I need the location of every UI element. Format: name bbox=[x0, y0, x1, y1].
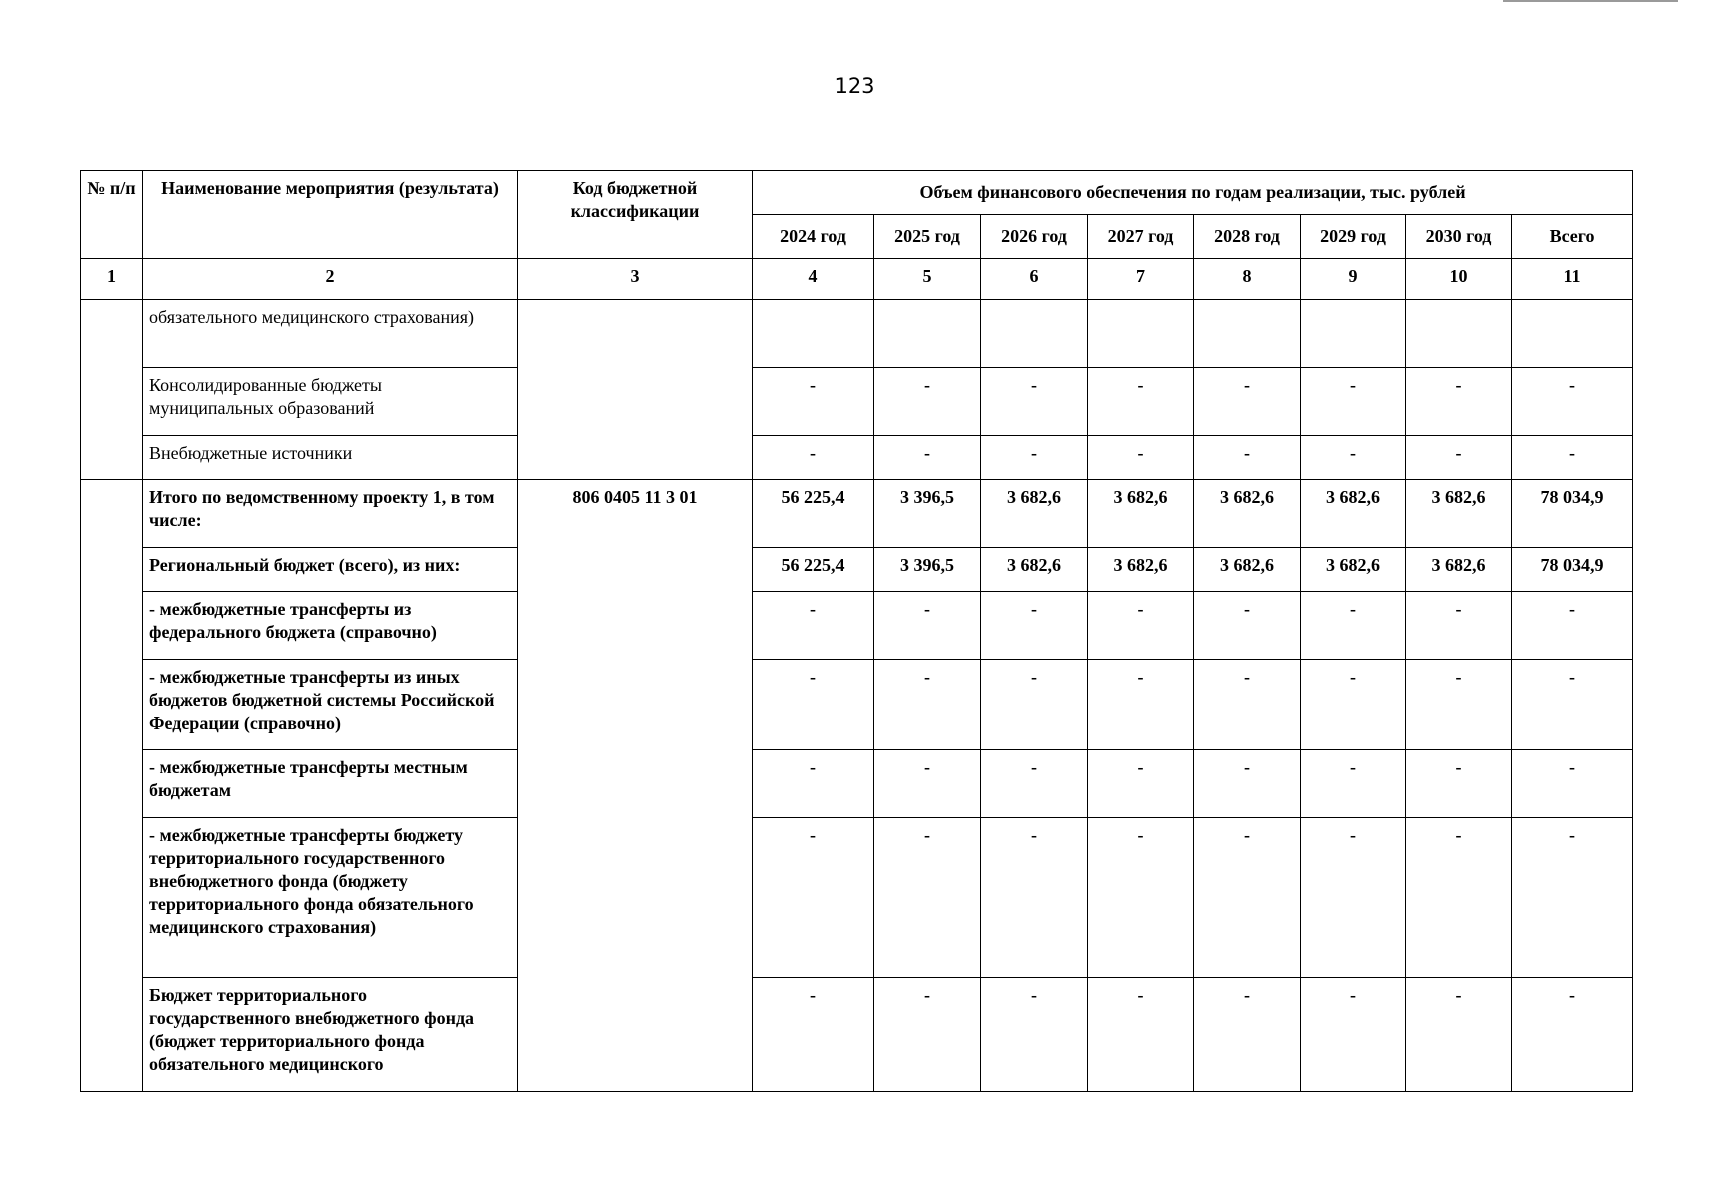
column-number: 6 bbox=[981, 259, 1088, 300]
header-code: Код бюджетной классификации bbox=[518, 171, 753, 259]
table-row bbox=[81, 592, 1633, 660]
value-cell bbox=[981, 300, 1088, 368]
value-cell: - bbox=[1301, 436, 1406, 480]
value-cell: - bbox=[981, 818, 1088, 978]
value-cell bbox=[1301, 300, 1406, 368]
value-cell: - bbox=[1301, 592, 1406, 660]
value-cell: - bbox=[1406, 978, 1512, 1092]
value-cell bbox=[1194, 300, 1301, 368]
value-cell: - bbox=[1406, 750, 1512, 818]
header-year: 2028 год bbox=[1194, 215, 1301, 259]
column-number: 10 bbox=[1406, 259, 1512, 300]
value-cell: - bbox=[1512, 368, 1633, 436]
row-name: Внебюджетные источники bbox=[143, 436, 518, 480]
value-cell: - bbox=[1088, 436, 1194, 480]
header-funding-group: Объем финансового обеспечения по годам реализации, тыс. рублей bbox=[753, 171, 1633, 215]
value-cell: - bbox=[1406, 818, 1512, 978]
value-cell: - bbox=[1512, 436, 1633, 480]
value-cell: 78 034,9 bbox=[1512, 480, 1633, 548]
value-cell bbox=[753, 300, 874, 368]
header-year: 2024 год bbox=[753, 215, 874, 259]
value-cell: - bbox=[874, 818, 981, 978]
value-cell: - bbox=[1301, 978, 1406, 1092]
row-name: - межбюджетные трансферты местным бюджетам bbox=[143, 750, 518, 818]
value-cell: - bbox=[753, 660, 874, 750]
table-row bbox=[81, 548, 1633, 592]
table-row bbox=[81, 750, 1633, 818]
value-cell: - bbox=[1406, 368, 1512, 436]
value-cell: - bbox=[753, 750, 874, 818]
header-year: 2025 год bbox=[874, 215, 981, 259]
row-name: обязательного медицинского страхования) bbox=[143, 300, 518, 368]
budget-code-cell bbox=[518, 300, 753, 480]
table-row bbox=[81, 818, 1633, 978]
value-cell: 3 682,6 bbox=[1194, 480, 1301, 548]
header-name: Наименование мероприятия (результата) bbox=[143, 171, 518, 259]
page-number: 123 bbox=[834, 74, 875, 98]
column-number: 2 bbox=[143, 259, 518, 300]
value-cell: - bbox=[1512, 818, 1633, 978]
value-cell: - bbox=[753, 978, 874, 1092]
column-number: 3 bbox=[518, 259, 753, 300]
value-cell: - bbox=[981, 750, 1088, 818]
value-cell: - bbox=[1301, 818, 1406, 978]
header-year: 2030 год bbox=[1406, 215, 1512, 259]
value-cell: - bbox=[753, 368, 874, 436]
value-cell: 3 396,5 bbox=[874, 548, 981, 592]
row-name: - межбюджетные трансферты из федерального бюджета (справочно) bbox=[143, 592, 518, 660]
value-cell: - bbox=[1512, 660, 1633, 750]
value-cell: - bbox=[1194, 436, 1301, 480]
value-cell: - bbox=[1301, 750, 1406, 818]
value-cell: - bbox=[1301, 660, 1406, 750]
value-cell: - bbox=[1088, 660, 1194, 750]
row-name: Бюджет территориального государственного внебюджетного фонда (бюджет территориального фонда обязательного медицинского bbox=[143, 978, 518, 1092]
row-name: - межбюджетные трансферты из иных бюджетов бюджетной системы Российской Федерации (справочно) bbox=[143, 660, 518, 750]
value-cell: - bbox=[1194, 660, 1301, 750]
table-row bbox=[81, 436, 1633, 480]
column-number: 11 bbox=[1512, 259, 1633, 300]
value-cell: - bbox=[753, 818, 874, 978]
value-cell: - bbox=[874, 368, 981, 436]
value-cell: - bbox=[981, 592, 1088, 660]
header-year: 2029 год bbox=[1301, 215, 1406, 259]
value-cell bbox=[874, 300, 981, 368]
value-cell: - bbox=[1088, 818, 1194, 978]
value-cell: 56 225,4 bbox=[753, 480, 874, 548]
column-number: 7 bbox=[1088, 259, 1194, 300]
value-cell: - bbox=[753, 592, 874, 660]
value-cell: - bbox=[753, 436, 874, 480]
budget-code: 806 0405 11 3 01 bbox=[518, 480, 753, 1092]
value-cell: - bbox=[1194, 592, 1301, 660]
value-cell: - bbox=[981, 436, 1088, 480]
value-cell: - bbox=[874, 436, 981, 480]
value-cell: 3 682,6 bbox=[981, 480, 1088, 548]
value-cell: - bbox=[1512, 750, 1633, 818]
header-year: 2027 год bbox=[1088, 215, 1194, 259]
value-cell: - bbox=[1406, 660, 1512, 750]
value-cell: - bbox=[981, 660, 1088, 750]
column-number: 9 bbox=[1301, 259, 1406, 300]
row-name: Региональный бюджет (всего), из них: bbox=[143, 548, 518, 592]
scan-edge-line bbox=[1503, 0, 1678, 2]
column-number: 8 bbox=[1194, 259, 1301, 300]
value-cell: - bbox=[1088, 368, 1194, 436]
value-cell: - bbox=[874, 750, 981, 818]
value-cell: 78 034,9 bbox=[1512, 548, 1633, 592]
value-cell: - bbox=[1194, 818, 1301, 978]
table-row bbox=[81, 480, 1633, 548]
column-number: 4 bbox=[753, 259, 874, 300]
row-name: Консолидированные бюджеты муниципальных образований bbox=[143, 368, 518, 436]
column-number-row bbox=[81, 259, 1633, 300]
value-cell: - bbox=[874, 660, 981, 750]
value-cell: - bbox=[1406, 592, 1512, 660]
header-number: № п/п bbox=[81, 171, 143, 259]
column-number: 1 bbox=[81, 259, 143, 300]
column-number: 5 bbox=[874, 259, 981, 300]
value-cell: 3 682,6 bbox=[1194, 548, 1301, 592]
value-cell: 3 682,6 bbox=[1088, 480, 1194, 548]
value-cell: - bbox=[874, 978, 981, 1092]
value-cell: 56 225,4 bbox=[753, 548, 874, 592]
value-cell: - bbox=[981, 368, 1088, 436]
value-cell: 3 682,6 bbox=[981, 548, 1088, 592]
value-cell: 3 682,6 bbox=[1301, 548, 1406, 592]
value-cell: 3 682,6 bbox=[1406, 548, 1512, 592]
header-year: 2026 год bbox=[981, 215, 1088, 259]
value-cell: - bbox=[981, 978, 1088, 1092]
value-cell: - bbox=[1194, 978, 1301, 1092]
row-name: Итого по ведомственному проекту 1, в том числе: bbox=[143, 480, 518, 548]
value-cell: - bbox=[1194, 368, 1301, 436]
financing-table bbox=[80, 170, 1633, 1092]
table-row bbox=[81, 978, 1633, 1092]
row-number-cell bbox=[81, 480, 143, 1092]
value-cell: - bbox=[1194, 750, 1301, 818]
value-cell: - bbox=[1088, 978, 1194, 1092]
value-cell: - bbox=[874, 592, 981, 660]
value-cell: - bbox=[1088, 592, 1194, 660]
value-cell: - bbox=[1088, 750, 1194, 818]
value-cell bbox=[1088, 300, 1194, 368]
value-cell: - bbox=[1512, 978, 1633, 1092]
value-cell: - bbox=[1512, 592, 1633, 660]
row-name: - межбюджетные трансферты бюджету территориального государственного внебюджетного фонда (бюджету территориального фонда обязательного медицинского страхования) bbox=[143, 818, 518, 978]
table-row bbox=[81, 300, 1633, 368]
header-total: Всего bbox=[1512, 215, 1633, 259]
value-cell bbox=[1406, 300, 1512, 368]
value-cell: 3 396,5 bbox=[874, 480, 981, 548]
value-cell bbox=[1512, 300, 1633, 368]
table-row bbox=[81, 368, 1633, 436]
value-cell: 3 682,6 bbox=[1088, 548, 1194, 592]
value-cell: - bbox=[1406, 436, 1512, 480]
table-row bbox=[81, 660, 1633, 750]
value-cell: 3 682,6 bbox=[1301, 480, 1406, 548]
value-cell: - bbox=[1301, 368, 1406, 436]
value-cell: 3 682,6 bbox=[1406, 480, 1512, 548]
row-number-cell bbox=[81, 300, 143, 480]
